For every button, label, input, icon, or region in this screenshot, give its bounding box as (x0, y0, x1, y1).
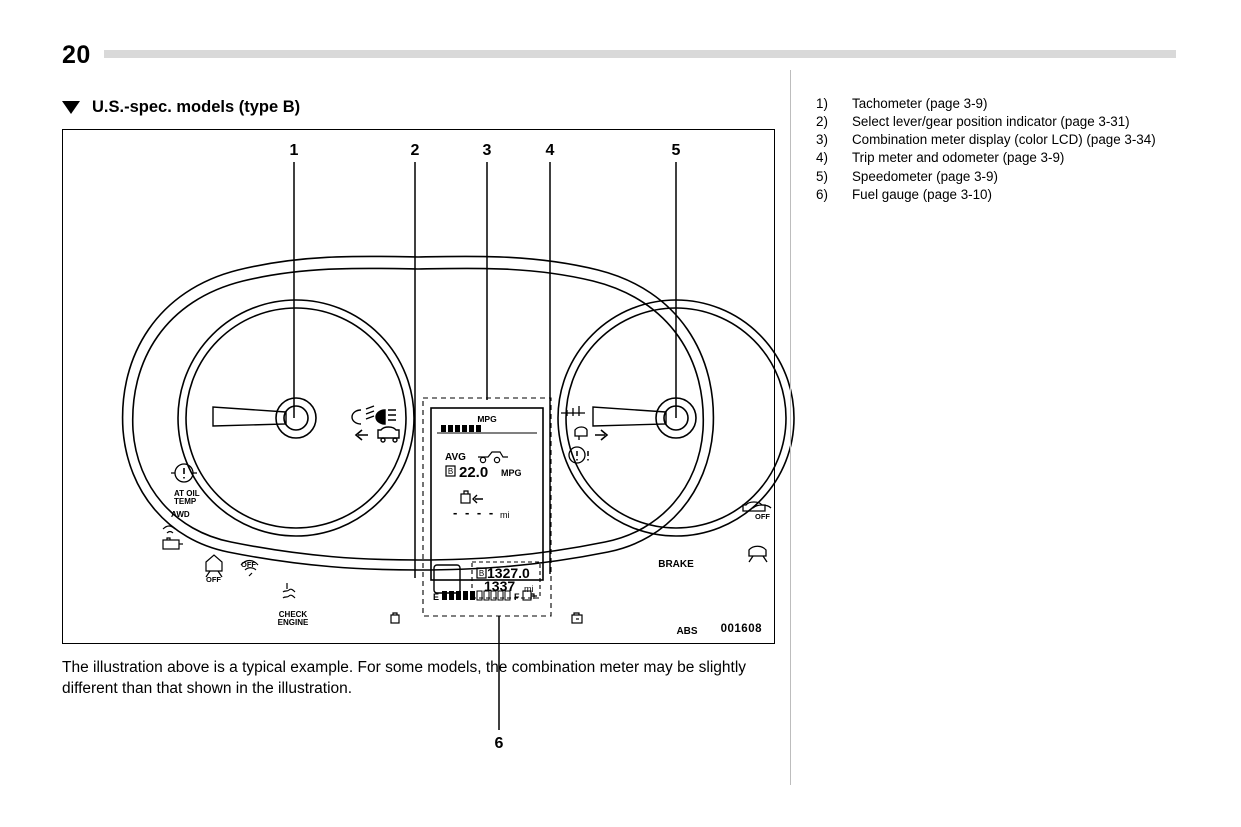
svg-text:B: B (478, 569, 485, 578)
svg-text:1337: 1337 (484, 578, 516, 594)
callout-leaders (294, 162, 676, 730)
lcd-contents (437, 414, 537, 594)
svg-text:4: 4 (545, 142, 555, 159)
list-item (816, 149, 1176, 166)
svg-text:- - - -: - - - - (453, 505, 496, 520)
svg-text:mi: mi (524, 584, 534, 594)
legend-label: Fuel gauge (page 3-10) (852, 186, 992, 202)
legend-number: 5) (816, 168, 828, 184)
label-at-oil-temp: AT OIL (174, 489, 200, 498)
legend-list (816, 95, 1176, 204)
telltales-top (352, 406, 399, 442)
legend-number: 1) (816, 96, 828, 111)
figure-caption: The illustration above is a typical example. For some models, the combination meter may be slightly different than that shown in the illustration. (62, 659, 747, 697)
svg-text:22.0: 22.0 (459, 464, 489, 481)
svg-text:1: 1 (289, 142, 299, 159)
svg-text:TEMP: TEMP (174, 497, 197, 506)
svg-text:6: 6 (494, 735, 504, 752)
svg-text:mi: mi (500, 510, 510, 520)
list-item (816, 95, 1176, 112)
left-column (62, 98, 788, 752)
legend-label: Trip meter and odometer (page 3-9) (852, 150, 1065, 166)
legend-number: 3) (816, 132, 828, 148)
telltales-left (171, 464, 197, 482)
list-item (816, 131, 1176, 148)
svg-text:2: 2 (410, 142, 420, 159)
svg-text:OFF: OFF (241, 560, 256, 569)
svg-text:B: B (447, 467, 454, 476)
figure-id: 001608 (720, 623, 762, 635)
legend-number: 6) (816, 186, 828, 202)
legend-label: Combination meter display (color LCD) (page 3-34) (852, 132, 1156, 148)
label-brake: BRAKE (658, 559, 694, 570)
legend-number: 2) (816, 114, 828, 130)
svg-text:AVG: AVG (445, 452, 466, 463)
svg-text:OFF: OFF (755, 512, 770, 521)
legend-label: Speedometer (page 3-9) (852, 168, 998, 184)
list-item (816, 186, 1176, 203)
list-item (816, 168, 1176, 185)
section-heading (62, 98, 788, 117)
triangle-marker-icon (62, 101, 80, 114)
svg-text:5: 5 (671, 142, 681, 159)
legend-number: 4) (816, 150, 828, 166)
header-rule (104, 50, 1176, 58)
label-abs: ABS (676, 626, 698, 637)
svg-text:MPG: MPG (501, 468, 522, 478)
svg-text:MPG: MPG (477, 414, 497, 424)
label-awd: AWD (171, 510, 190, 519)
legend-label: Tachometer (page 3-9) (852, 96, 988, 111)
svg-text:OFF: OFF (206, 575, 221, 584)
list-item (816, 113, 1176, 130)
svg-text:ENGINE: ENGINE (277, 618, 309, 627)
svg-text:E: E (433, 592, 440, 602)
page-number: 20 (62, 41, 91, 69)
svg-text:3: 3 (482, 142, 492, 159)
section-title: U.S.-spec. models (type B) (92, 98, 301, 116)
legend-label: Select lever/gear position indicator (page 3-31) (852, 114, 1130, 130)
svg-text:1327.0: 1327.0 (487, 565, 530, 581)
label-check-engine: CHECK (278, 610, 308, 619)
column-divider (790, 70, 791, 785)
svg-text:F: F (514, 592, 520, 602)
